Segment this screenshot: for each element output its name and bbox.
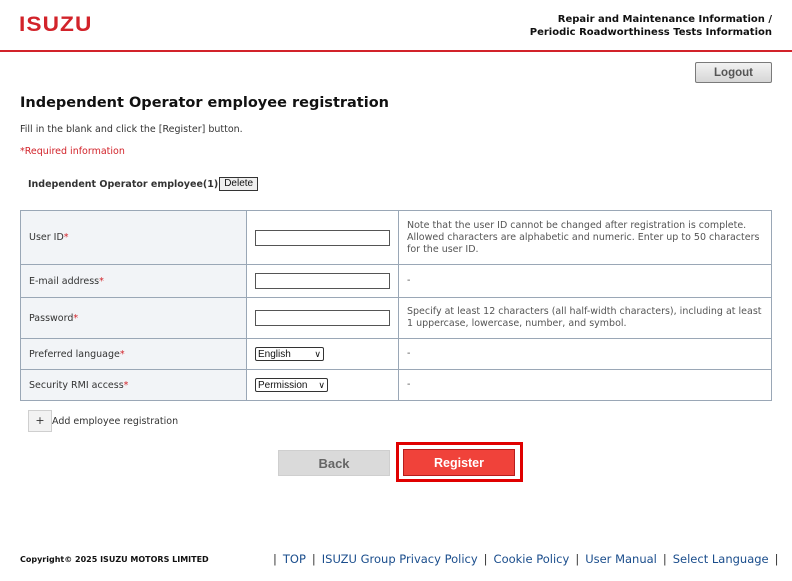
security-note: - (399, 370, 772, 401)
registration-form-table (20, 210, 772, 401)
footer-link-cookie-policy[interactable]: Cookie Policy (493, 552, 570, 566)
footer-link-user-manual[interactable]: User Manual (585, 552, 657, 566)
password-input[interactable] (255, 310, 390, 326)
site-title-line-2: Periodic Roadworthiness Tests Information (529, 27, 772, 38)
add-employee-button[interactable] (28, 410, 52, 432)
footer-link-select-language[interactable]: Select Language (672, 552, 769, 566)
security-select[interactable] (255, 378, 328, 392)
page-title: Independent Operator employee registration (20, 95, 389, 111)
language-select[interactable] (255, 347, 324, 361)
instruction-text: Fill in the blank and click the [Register] button. (20, 124, 243, 135)
password-note: Specify at least 12 characters (all half-width characters), including at least 1 uppercase, lowercase, number, and symbol. (399, 298, 772, 339)
user-id-input[interactable] (255, 230, 390, 246)
isuzu-logo[interactable]: ISUZU (19, 13, 93, 36)
email-label: E-mail address* (21, 265, 247, 298)
add-employee-row (28, 410, 178, 432)
password-cell (247, 298, 399, 339)
form-row-security (21, 370, 772, 401)
plus-icon: + (35, 414, 45, 427)
footer-separator: | (311, 552, 316, 566)
form-row-password (21, 298, 772, 339)
footer-links (273, 552, 785, 566)
employee-heading: Independent Operator employee(1) (28, 178, 219, 190)
form-row-language (21, 339, 772, 370)
employee-section-header (28, 177, 258, 191)
footer-link-top[interactable]: TOP (282, 552, 306, 566)
footer-separator: | (575, 552, 580, 566)
delete-employee-button[interactable]: Delete (219, 177, 258, 191)
security-label: Security RMI access* (21, 370, 247, 401)
header-divider (0, 50, 792, 52)
language-select-value: English (258, 348, 291, 360)
footer-separator: | (483, 552, 488, 566)
email-note: - (399, 265, 772, 298)
user-id-cell (247, 211, 399, 265)
footer-separator: | (273, 552, 277, 566)
language-label: Preferred language* (21, 339, 247, 370)
logout-button[interactable]: Logout (695, 62, 772, 83)
copyright: Copyright© 2025 ISUZU MOTORS LIMITED (20, 555, 209, 564)
add-employee-label: Add employee registration (52, 415, 179, 427)
form-row-email (21, 265, 772, 298)
security-cell (247, 370, 399, 401)
password-label: Password* (21, 298, 247, 339)
chevron-down-icon: ∨ (318, 379, 325, 390)
user-id-label: User ID* (21, 211, 247, 265)
site-title (530, 13, 772, 39)
required-note: *Required information (20, 146, 125, 157)
form-row-user-id (21, 211, 772, 265)
language-cell (247, 339, 399, 370)
security-select-value: Permission (258, 379, 308, 391)
user-id-note: Note that the user ID cannot be changed after registration is complete. Allowed characters are alphabetic and numeric. Enter up to 50 characters for the user ID. (399, 211, 772, 265)
site-title-line-1: Repair and Maintenance Information / (557, 14, 772, 25)
chevron-down-icon: ∨ (314, 348, 321, 359)
language-note: - (399, 339, 772, 370)
back-button[interactable]: Back (278, 450, 390, 476)
header (0, 0, 792, 50)
email-input[interactable] (255, 273, 390, 289)
footer-link-privacy-policy[interactable]: ISUZU Group Privacy Policy (321, 552, 478, 566)
register-button[interactable]: Register (403, 449, 515, 476)
footer-separator: | (774, 552, 779, 566)
footer-separator: | (662, 552, 667, 566)
email-cell (247, 265, 399, 298)
